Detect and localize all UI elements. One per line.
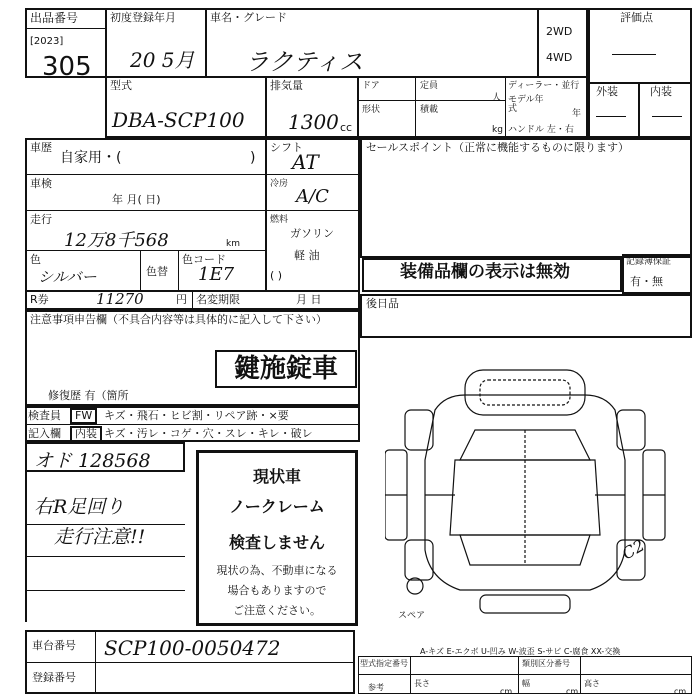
notice-line-4: 現状の為、不動車になる [216, 564, 338, 577]
first-reg-value: 20 5月 [130, 48, 195, 72]
notice-line-6: ご注意ください。 [233, 604, 321, 617]
shape-label: 形状 [362, 105, 381, 115]
sales-point-label: セールスポイント（正常に機能するものに限ります） [366, 141, 630, 154]
backseat-box [360, 294, 692, 338]
records-label: 記録簿保証 [626, 257, 672, 267]
reg-no-label: 登録番号 [32, 671, 76, 684]
capacity-label: 定員 [420, 81, 439, 91]
note-left-edge [25, 442, 27, 622]
shift-value: AT [292, 150, 319, 174]
spec-vline-2 [518, 656, 519, 694]
exterior-label: 外装 [596, 85, 618, 98]
recycle-vdiv [192, 290, 193, 310]
header-underline [25, 28, 105, 29]
color-label: 色 [30, 253, 41, 266]
inspect-hline [25, 424, 360, 425]
shift-label: シフト [270, 141, 303, 154]
score-label: 評価点 [620, 11, 653, 24]
interior-label: 内装 [650, 85, 672, 98]
aircon-label: 冷房 [270, 179, 289, 189]
row2-divider-2 [357, 76, 359, 138]
person-unit: 人 [492, 93, 502, 103]
notice-line-3: 検査しません [228, 533, 325, 552]
km-unit: km [226, 239, 240, 249]
width-label: 幅 [522, 679, 530, 688]
row2-divider-1 [265, 76, 267, 138]
exterior-dash [596, 116, 626, 117]
shaken-date: 年 月( 日) [112, 193, 161, 206]
color-vdiv-1 [140, 250, 141, 290]
auction-tag: [2023] [30, 36, 64, 47]
recycle-label: R券 [30, 293, 49, 306]
year-unit: 年 [572, 109, 582, 119]
name-label: 車名・グレード [210, 11, 287, 24]
displacement-label: 排気量 [270, 79, 303, 92]
height-cm: cm [674, 687, 687, 696]
note-rule-3 [25, 590, 185, 591]
height-label: 高さ [584, 679, 600, 688]
class-label: 類別区分番号 [522, 659, 570, 668]
model-year-label: モデル年式 [508, 95, 544, 114]
spare-label: スペア [398, 611, 426, 621]
spec-label: 型式指定番号 [360, 659, 408, 668]
aircon-value: A/C [296, 186, 329, 207]
chassis-vline [95, 630, 96, 694]
chassis-value: SCP100-0050472 [104, 636, 281, 660]
spec-vline-1 [410, 656, 411, 694]
interior-dash [652, 116, 682, 117]
damage-mark: C2 [618, 535, 648, 564]
history-value: 自家用・( [60, 150, 122, 166]
mileage-label: 走行 [30, 213, 52, 226]
spec-hline [358, 674, 692, 675]
transfer-date: 月 日 [296, 293, 322, 306]
row2-divider-3 [415, 76, 416, 138]
records-value: 有・無 [630, 275, 663, 288]
fuel-paren: ( ) [270, 269, 283, 282]
car-name: ラクティス [245, 48, 364, 76]
length-label: 長さ [414, 679, 430, 688]
fw-label: FW [70, 408, 97, 424]
ref-label: 参考 [368, 683, 384, 692]
fuel-label: 燃料 [270, 215, 289, 225]
door-label: ドア [362, 81, 380, 91]
displacement-value: 1300 [288, 110, 339, 134]
color-value: シルバー [38, 268, 97, 286]
odometer-note: オド 128568 [34, 450, 151, 472]
model-label: 型式 [110, 79, 132, 92]
hand-note-2: 走行注意!! [54, 526, 146, 548]
dealer-label: ディーラー・並行 [508, 81, 580, 91]
length-cm: cm [500, 687, 513, 696]
notice-line-5: 場合もありますので [227, 584, 327, 597]
sales-box [360, 138, 692, 258]
specs-h1 [265, 174, 360, 175]
handle-label: ハンドル 左・右 [508, 125, 574, 135]
history-h1 [25, 174, 265, 175]
drive-2wd: 2WD [546, 25, 573, 38]
entry-label: 記入欄 [28, 427, 61, 440]
color-code-value: 1E7 [198, 264, 235, 285]
fuel-diesel: 軽 油 [294, 249, 320, 262]
score-mid [638, 82, 640, 138]
equipment-void: 装備品欄の表示は無効 [400, 262, 570, 282]
header-divider-2 [205, 8, 207, 78]
backseat-label: 後日品 [366, 297, 399, 310]
color-code-label: 色コード [182, 253, 226, 266]
note-rule-2 [25, 556, 185, 557]
notes-label: 注意事項申告欄（不具合内容等は具体的に記入して下さい） [30, 313, 327, 326]
kg-unit: kg [492, 125, 503, 135]
row2-hline [357, 100, 505, 101]
repair-history: 修復歴 有（箇所 [48, 389, 129, 402]
header-divider-3 [537, 8, 539, 78]
cc-unit: cc [340, 121, 353, 134]
chassis-label: 車台番号 [32, 639, 76, 652]
width-cm: cm [566, 687, 579, 696]
notice-line-2: ノークレーム [229, 497, 325, 516]
interior-insp-label: 内装 [70, 426, 102, 442]
lot-label: 出品番号 [30, 11, 79, 25]
color-no-label: 色替 [146, 265, 168, 278]
yen-unit: 円 [176, 293, 187, 306]
score-dash [612, 54, 656, 55]
inspector-label: 検査員 [28, 409, 61, 422]
mileage-value: 12万8千568 [64, 230, 169, 251]
hand-note-1: 右R足回り [34, 496, 125, 518]
history-h2 [25, 210, 265, 211]
history-label: 車歴 [30, 141, 52, 154]
chassis-hline [25, 662, 355, 663]
recycle-value: 11270 [96, 290, 144, 308]
key-lock-stamp: 鍵施錠車 [215, 350, 357, 388]
transfer-label: 名変期限 [196, 293, 240, 306]
car-body-diagram [385, 350, 685, 620]
history-vdiv [265, 138, 267, 290]
model-value: DBA-SCP100 [112, 108, 245, 132]
notice-line-1: 現状車 [252, 467, 301, 486]
lot-number: 305 [42, 52, 92, 82]
interior-items: キズ・汚レ・コゲ・穴・スレ・キレ・破レ [104, 427, 313, 440]
spec-vline-3 [580, 656, 581, 694]
color-vdiv-2 [178, 250, 179, 290]
first-reg-label: 初度登録年月 [110, 11, 176, 24]
load-label: 積載 [420, 105, 439, 115]
drive-4wd: 4WD [546, 51, 573, 64]
fuel-gas: ガソリン [290, 227, 334, 240]
history-close: ) [250, 150, 256, 166]
damage-legend: A-キズ E-エクボ U-凹み W-波歪 S-サビ C-腐食 XX-交換 [420, 647, 621, 656]
row2-divider-4 [505, 76, 506, 138]
shaken-label: 車検 [30, 177, 52, 190]
specs-h2 [265, 210, 360, 211]
fw-items: キズ・飛石・ヒビ割・リペア跡・×要 [104, 409, 289, 422]
